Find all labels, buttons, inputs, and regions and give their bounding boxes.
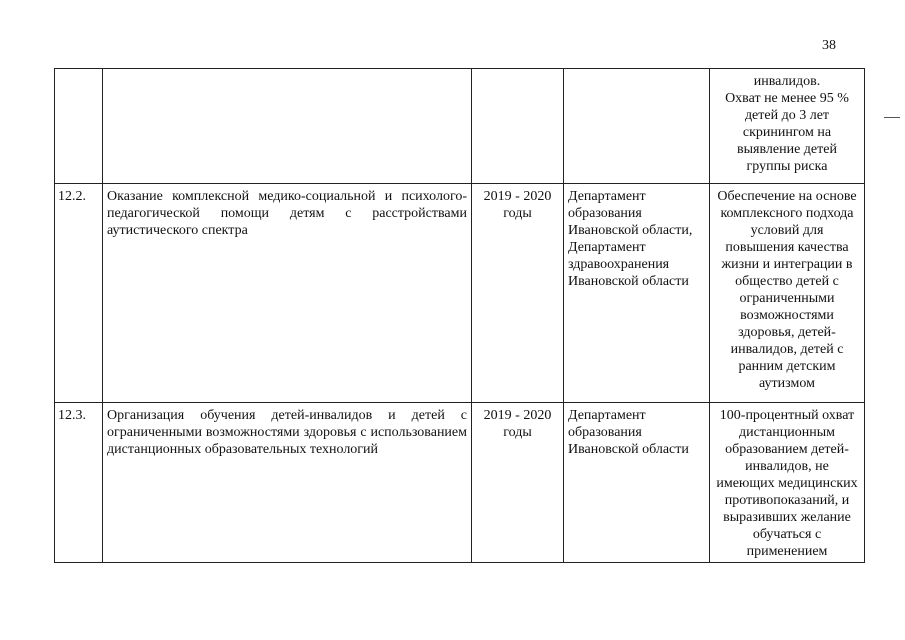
table-row [55, 403, 865, 563]
table-row [55, 69, 865, 184]
row-description: Организация обучения детей-инвалидов и детей с ограниченными возможностями здоровья с использованием дистанционных образовательных технологий [103, 403, 472, 563]
row-result: инвалидов. Охват не менее 95 % детей до 3 лет скринингом на выявление детей группы риска [710, 69, 865, 184]
row-number: 12.2. [55, 184, 103, 403]
row-result: 100-процентный охват дистанционным образованием детей- инвалидов, не имеющих медицинских противопоказаний, и выразивших желание обучаться с применением [710, 403, 865, 563]
row-department [564, 69, 710, 184]
row-department: Департамент образования Ивановской области, Департамент здравоохранения Ивановской области [564, 184, 710, 403]
row-number [55, 69, 103, 184]
page-number: 38 [822, 38, 836, 53]
row-period: 2019 - 2020 годы [472, 403, 564, 563]
row-description [103, 69, 472, 184]
row-department: Департамент образования Ивановской области [564, 403, 710, 563]
margin-mark [884, 117, 900, 118]
row-number: 12.3. [55, 403, 103, 563]
row-period [472, 69, 564, 184]
row-description: Оказание комплексной медико-социальной и психолого-педагогической помощи детям с расстройствами аутистического спектра [103, 184, 472, 403]
row-period: 2019 - 2020 годы [472, 184, 564, 403]
table-row [55, 184, 865, 403]
row-result: Обеспечение на основе комплексного подхода условий для повышения качества жизни и интеграции в общество детей с ограниченными возможностями здоровья, детей- инвалидов, детей с ранним детским аутизмом [710, 184, 865, 403]
program-table [54, 68, 865, 563]
